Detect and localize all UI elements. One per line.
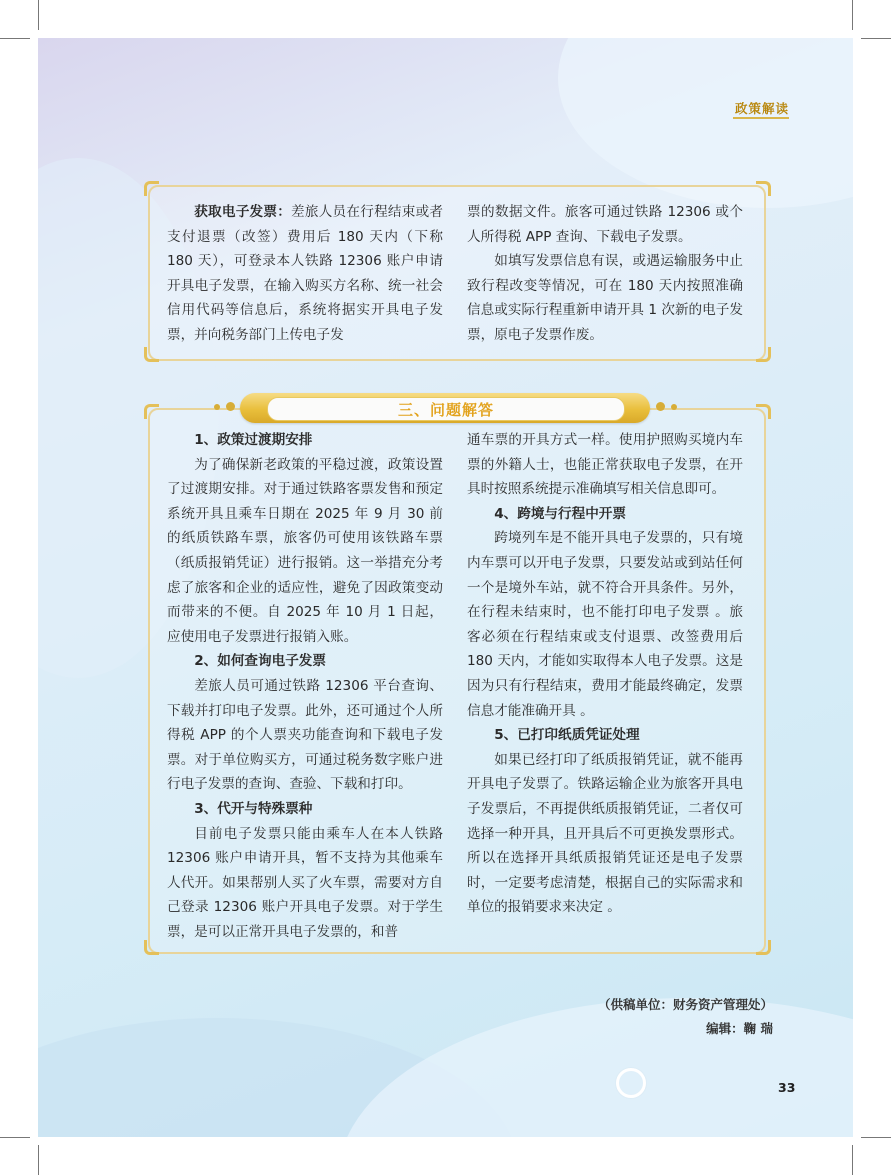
banner-dot (671, 404, 677, 410)
qa-left-column (167, 428, 443, 944)
term-label: 获取电子发票： (194, 204, 292, 220)
crop-mark (0, 1137, 30, 1138)
background-shape (338, 998, 853, 1137)
section-title: 三、问题解答 (397, 401, 494, 419)
section-tag: 政策解读 (735, 101, 790, 116)
section-banner-inner (267, 397, 625, 421)
question-heading: 5、已打印纸质凭证处理 (494, 727, 640, 744)
paragraph: 跨境列车是不能开具电子发票的，只有境内车票可以开电子发票，只要发站或到站任何一个是境外车站，就不符合开具条件。另外，在行程未结束时，也不能打印电子发票 。旅客必须在行程结束或支付退票、改签费用后 180 天内，才能如实取得本人电子发票。这是因为只有行程结束，费用才能最终确定，发票信息才能准确开具 。 (467, 530, 743, 719)
banner-dot (226, 402, 235, 411)
question-heading: 3、代开与特殊票种 (194, 800, 313, 817)
paragraph (167, 200, 443, 348)
paragraph: 如填写发票信息有误，或遇运输服务中止致行程改变等情况，可在 180 天内按照准确信息或实际行程重新申请开具 1 次新的电子发票，原电子发票作废。 (467, 253, 743, 343)
paragraph: 差旅人员可通过铁路 12306 平台查询、下载并打印电子发票。此外，还可通过个人所得税 APP 的个人票夹功能查询和下载电子发票。对于单位购买方，可通过税务数字账户进行电子发票的查询、查验、下载和打印。 (167, 677, 443, 793)
box1-left-column (167, 200, 443, 348)
box-corner (756, 347, 771, 362)
paragraph: 通车票的开具方式一样。使用护照购买境内车票的外籍人士，也能正常获取电子发票，在开具时按照系统提示准确填写相关信息即可。 (467, 432, 743, 498)
editor-credit: 编辑：鞠 瑞 (706, 1021, 773, 1036)
box-corner (756, 404, 771, 419)
paragraph: 如果已经打印了纸质报销凭证，就不能再开具电子发票了。铁路运输企业为旅客开具电子发票后，不再提供纸质报销凭证，二者仅可选择一种开具，且开具后不可更换发票形式。所以在选择开具纸质报销凭证还是电子发票时，一定要考虑清楚，根据自己的实际需求和单位的报销要求来决定 。 (467, 751, 743, 916)
box-corner (756, 940, 771, 955)
crop-mark (852, 1145, 853, 1175)
box-corner (144, 404, 159, 419)
section-tag-underline (733, 117, 789, 119)
question-heading: 4、跨境与行程中开票 (494, 505, 626, 522)
box-corner (144, 181, 159, 196)
contributor-credit: （供稿单位：财务资产管理处） (597, 997, 773, 1012)
qa-right-column (467, 428, 743, 920)
paragraph: 票的数据文件。旅客可通过铁路 12306 或个人所得税 APP 查询、下载电子发票。 (467, 204, 743, 245)
box-corner (144, 347, 159, 362)
banner-dot (214, 404, 220, 410)
section-banner (240, 393, 650, 423)
question-heading: 2、如何查询电子发票 (194, 653, 326, 670)
crop-mark (38, 1145, 39, 1175)
background-shape (558, 38, 853, 208)
crop-mark (861, 1137, 891, 1138)
paragraph: 目前电子发票只能由乘车人在本人铁路 12306 账户申请开具，暂不支持为其他乘车人代开。如果帮别人买了火车票，需要对方自己登录 12306 账户开具电子发票。对于学生票，是可以正常开具电子发票的，和普 (167, 825, 443, 940)
decorative-ring (616, 1068, 646, 1098)
paragraph: 为了确保新老政策的平稳过渡，政策设置了过渡期安排。对于通过铁路客票发售和预定系统开具且乘车日期在 2025 年 9 月 30 前的纸质铁路车票，旅客仍可使用该铁路车票（纸质报销凭证）进行报销。这一举措充分考虑了旅客和企业的适应性，避免了因政策变动而带来的不便。自 2025 年 10 月 1 日起，应使用电子发票进行报销入账。 (167, 456, 443, 645)
crop-mark (0, 38, 30, 39)
box-corner (756, 181, 771, 196)
box1-right-column (467, 200, 743, 348)
page-number: 33 (778, 1080, 796, 1095)
paragraph-text: 差旅人员在行程结束或者支付退票（改签）费用后 180 天内（下称 180 天），可登录本人铁路 12306 账户申请开具电子发票，在输入购买方名称、统一社会信用代码等信息后，系统将据实开具电子发票，并向税务部门上传电子发 (167, 204, 444, 343)
question-heading: 1、政策过渡期安排 (194, 432, 313, 448)
crop-mark (38, 0, 39, 30)
banner-dot (656, 402, 665, 411)
box-corner (144, 940, 159, 955)
crop-mark (852, 0, 853, 30)
crop-mark (861, 38, 891, 39)
